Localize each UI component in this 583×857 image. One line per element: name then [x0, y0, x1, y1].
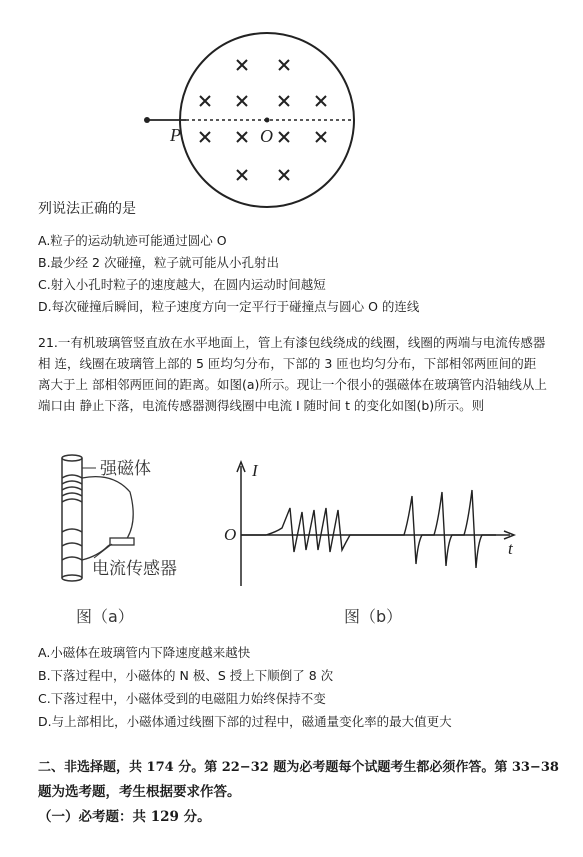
fig-b-axis-x-label: t	[508, 539, 513, 558]
fig-b-origin-label: O	[224, 525, 237, 544]
label-p: P	[170, 125, 181, 145]
fig-a-tube	[62, 455, 82, 581]
fig-a-wire-upper	[82, 477, 133, 540]
magnetic-field-circle-figure	[120, 30, 380, 212]
q21-option-d: D.与上部相比，小磁体通过线圈下部的过程中，磁通量变化率的最大值更大	[38, 714, 452, 729]
fig-b-lower-coil-signal	[400, 490, 496, 568]
fig-b-upper-coil-signal	[241, 508, 400, 552]
fig-a-coil-upper	[62, 475, 82, 502]
q20-intro: 列说法正确的是	[38, 201, 136, 217]
q21-option-a: A.小磁体在玻璃管内下降速度越来越快	[38, 645, 251, 660]
q20-option-d: D.每次碰撞后瞬间，粒子速度方向一定平行于碰撞点与圆心 O 的连线	[38, 299, 420, 314]
fig-b-caption: 图（b）	[344, 607, 403, 626]
q21-option-c: C.下落过程中，小磁体受到的电磁阻力始终保持不变	[38, 691, 326, 706]
q20-option-a: A.粒子的运动轨迹可能通过圆心 O	[38, 233, 227, 248]
q20-option-b: B.最少经 2 次碰撞，粒子就可能从小孔射出	[38, 255, 279, 270]
q21-stem: 21.一有机玻璃管竖直放在水平地面上，管上有漆包线绕成的线圈，线圈的两端与电流传感器相 连，线圈在玻璃管上部的 5 匝均匀分布，下部的 3 匝也均匀分布，下部相邻两匝间的距离大于上 部相邻两匝间的距离。如图(a)所示。现让一个很小的强磁体在玻璃管内沿轴线从上端口由 静止下落，电流传感器测得线圈中电流 I 随时间 t 的变化如图(b)所示。则	[38, 335, 547, 413]
section-header-line1: 二、非选择题，共 174 分。第 22−32 题为必考题每个试题考生都必须作答。第 33−38	[38, 760, 559, 775]
fig-a-label-sensor: 电流传感器	[92, 559, 177, 579]
section-header-line3: （一）必考题：共 129 分。	[38, 809, 211, 825]
label-o: O	[260, 126, 273, 146]
q21-option-b: B.下落过程中，小磁体的 N 极、S 授上下顺倒了 8 次	[38, 668, 334, 683]
particle-dot	[144, 117, 150, 123]
section-header-line2: 题为选考题，考生根据要求作答。	[38, 784, 241, 800]
center-dot	[265, 118, 270, 123]
fig-b-axis-y-label: I	[252, 461, 258, 480]
q20-option-c: C.射入小孔时粒子的速度越大，在圆内运动时间越短	[38, 277, 326, 292]
fig-a-pointer-sensor	[94, 544, 112, 558]
fig-a-caption: 图（a）	[76, 607, 134, 626]
fig-a-sensor-box	[110, 538, 134, 545]
fig-a-wire-lower	[82, 543, 120, 560]
q21-figures	[38, 452, 563, 634]
fig-a-coil-lower	[62, 529, 82, 560]
fig-a-label-magnet: 强磁体	[100, 459, 151, 479]
